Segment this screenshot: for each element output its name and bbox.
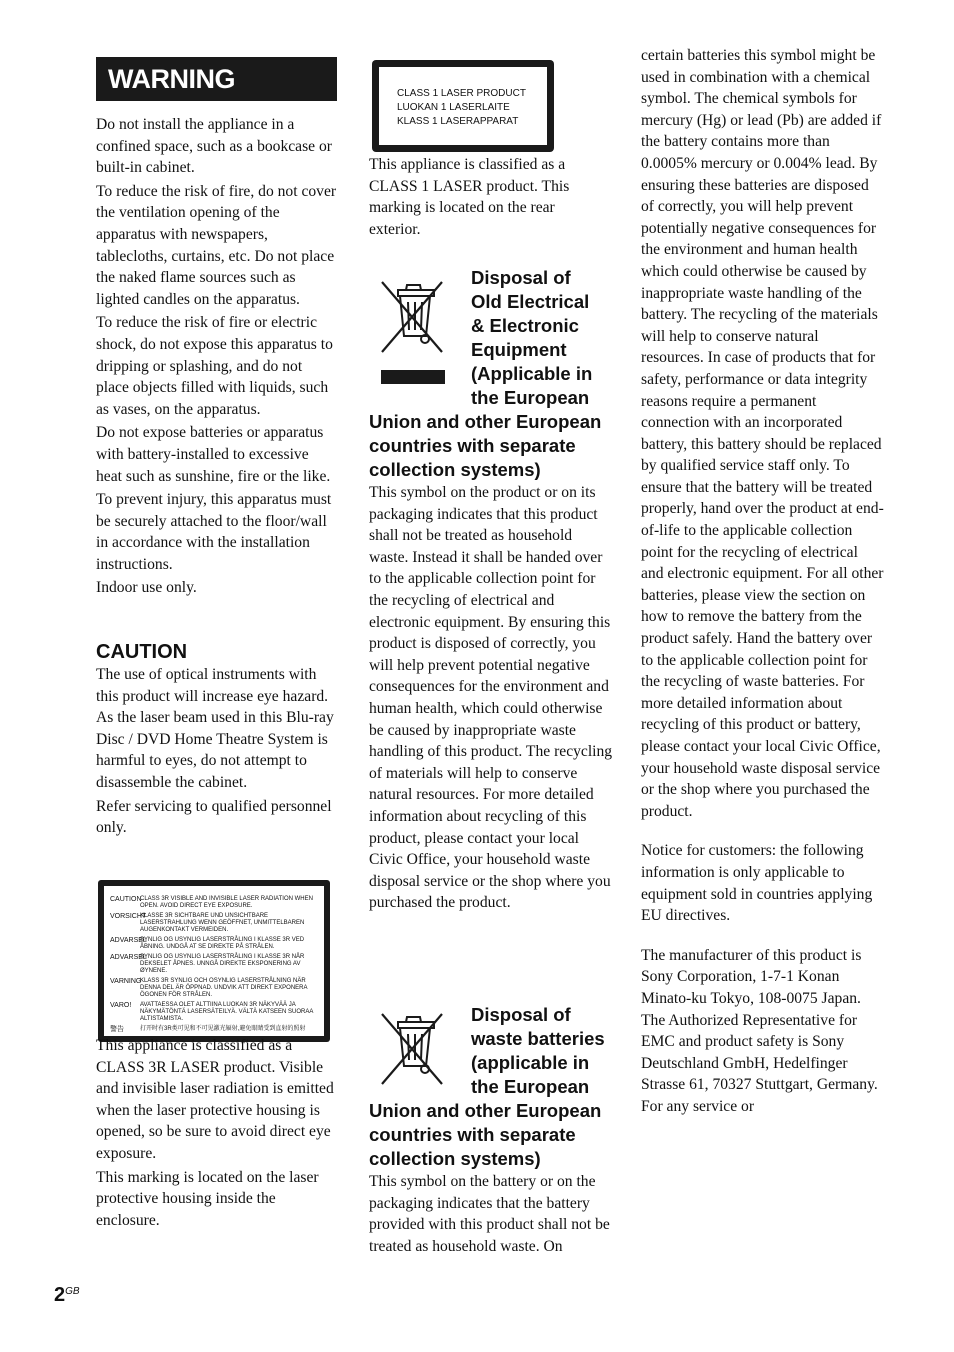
warning-text-block	[96, 114, 337, 601]
label-row: VARNING KLASS 3R SYNLIG OCH OSYNLIG LASERSTRÅLNING NÄR DENNA DEL ÄR ÖPPNAD. UNDVIK ATT DIREKT EXPONERA ÖGONEN FÖR STRÅLEN.	[110, 978, 308, 998]
disposal-1-heading-line: the European	[471, 387, 590, 408]
battery-info-paragraph: certain batteries this symbol might be used in combination with a chemical symbol. The chemical symbols for mercury (Hg) or lead (Pb) are added if the battery contains more than 0.0005% mercury or 0.004% lead. By ensuring these batteries are disposed of correctly, you will help prevent potentially negative consequences for the environment and human health which could otherwise be caused by inappropriate waste handling of the battery. The recycling of the materials will help to conserve natural resources. In case of products that for safety, performance or data integrity reasons require a permanent connection with an incorporated battery, this battery should be replaced by qualified service staff only. To ensure that the battery will be treated properly, hand over the product at end-of-life to the applicable collection point for the recycling of electrical and electronic equipment. For all other batteries, please view the section on how to remove the battery from the product safely. Hand the battery over to the applicable collection point for the recycling of waste batteries. For more detailed information about recycling of this product or battery, please contact your local Civic Office, your household waste disposal service or the shop where you purchased the product.	[641, 47, 884, 820]
disposal-2-heading-rest: Union and other European countries with separate collection systems)	[369, 1100, 602, 1169]
caution-paragraph-2: Refer servicing to qualified personnel only.	[96, 797, 332, 837]
class-3r-paragraph-1: This appliance is classified as a CLASS 3R LASER product. Visible and invisible laser radiation is emitted when the laser protective housing is opened, so be sure to avoid direct eye exposure.	[96, 1037, 334, 1162]
label-line: KLASS 1 LASERAPPARAT	[397, 116, 519, 127]
crossed-battery-bin-icon	[376, 1010, 448, 1090]
class-3r-paragraph-2: This marking is located on the laser protective housing inside the enclosure.	[96, 1168, 319, 1229]
disposal-1-heading-line: Equipment	[471, 339, 567, 360]
disposal-2-heading-line: (applicable in	[471, 1052, 590, 1073]
class-3r-laser-label	[98, 880, 330, 1042]
column-3-block	[641, 45, 884, 1120]
caution-paragraph-1: The use of optical instruments with this product will increase eye hazard. As the laser beam used in this Blu-ray Disc / DVD Home Theatre System is harmful to eyes, do not attempt to disassemble the cabinet.	[96, 666, 334, 791]
disposal-2-block	[369, 1099, 613, 1259]
disposal-1-heading-line: Disposal of	[471, 267, 571, 288]
disposal-1-block	[369, 410, 613, 916]
caution-heading: CAUTION	[96, 641, 188, 663]
warning-paragraph-3: To reduce the risk of fire or electric shock, do not expose this apparatus to dripping or splashing, and do not place objects filled with liquids, such as vases, on the apparatus.	[96, 314, 333, 418]
label-row: ADVARSEL SYNLIG OG USYNLIG LASERSTRÅLING I KLASSE 3R NÅR DEKSELET ÅPNES. UNNGÅ DIREKTE EKSPONERING AV ØYNENE.	[110, 954, 305, 974]
disposal-1-heading-rest: Union and other European countries with separate collection systems)	[369, 411, 602, 480]
class-1-text-block	[369, 154, 609, 242]
disposal-1-heading-top	[471, 266, 611, 410]
eu-notice-paragraph: Notice for customers: the following information is only applicable to equipment sold in countries applying EU directives.	[641, 842, 873, 925]
manufacturer-paragraph: The manufacturer of this product is Sony Corporation, 1-7-1 Konan Minato-ku Tokyo, 108-0075 Japan. The Authorized Representative for EMC and product safety is Sony Deutschland GmbH, Hedelfinger Strasse 61, 70327 Stuttgart, Germany. For any service or	[641, 946, 878, 1115]
label-row: VARO! AVATTAESSA OLET ALTTIINA LUOKAN 3R NÄKYVÄÄ JA NÄKYMÄTÖNTÄ LASERSÄTEILYÄ. VÄLTÄ KATSEEN SUORAA ALTISTAMISTA.	[110, 1002, 314, 1022]
label-row: ADVARSEL SYNLIG OG USYNLIG LASERSTRÅLING I KLASSE 3R VED ÅBNING. UNDGÅ AT SE DIREKTE PÅ STRÅLEN.	[110, 937, 305, 950]
disposal-2-heading-line: waste batteries	[471, 1028, 605, 1049]
class-1-laser-label	[372, 60, 554, 152]
crossed-bin-icon	[376, 276, 448, 362]
disposal-black-bar	[381, 370, 445, 384]
disposal-2-heading-line: the European	[471, 1076, 590, 1097]
label-line: CLASS 1 LASER PRODUCT	[397, 88, 526, 99]
warning-paragraph-5: To prevent injury, this apparatus must be securely attached to the floor/wall in accordance with the installation instructions.	[96, 491, 332, 573]
page-suffix: GB	[65, 1286, 80, 1297]
caution-block	[96, 640, 337, 841]
disposal-2-body: This symbol on the battery or on the packaging indicates that the battery provided with this product shall not be treated as household waste. On	[369, 1173, 610, 1255]
label-line: LUOKAN 1 LASERLAITE	[397, 102, 510, 113]
disposal-1-body: This symbol on the product or on its packaging indicates that this product shall not be treated as household waste. Instead it shall be handed over to the applicable collection point for the recycling of electrical and electronic equipment. By ensuring this product is disposed of correctly, you will help prevent potential negative consequences for the environment and human health, which could otherwise be caused by inappropriate waste handling of this product. The recycling of materials will help to conserve natural resources. For more detailed information about recycling of this product, please contact your local Civic Office, your household waste disposal service or the shop where you purchased the product.	[369, 484, 613, 912]
label-row: VORSICHT KLASSE 3R SICHTBARE UND UNSICHTBARE LASERSTRAHLUNG WENN GEÖFFNET, UNMITTELBAREN AUGENKONTAKT VERMEIDEN.	[110, 913, 305, 933]
disposal-1-heading-line: & Electronic	[471, 315, 579, 336]
label-row: 警告 打开时有3R类可见和不可见激光辐射,避免眼睛受到直射的照射	[110, 1026, 306, 1033]
warning-paragraph-2: To reduce the risk of fire, do not cover the ventilation opening of the apparatus with newspapers, tablecloths, curtains, etc. Do not place the naked flame sources such as lighted candles on the apparatus.	[96, 182, 337, 308]
disposal-1-heading-line: (Applicable in	[471, 363, 593, 384]
warning-heading: WARNING	[96, 57, 337, 101]
page-number: $2^{GB}$	[54, 1284, 80, 1306]
disposal-2-heading-top	[471, 1003, 611, 1099]
warning-paragraph-4: Do not expose batteries or apparatus with battery-installed to excessive heat such as sunshine, fire or the like.	[96, 424, 331, 485]
warning-paragraph-1: Do not install the appliance in a confined space, such as a bookcase or built-in cabinet.	[96, 116, 332, 177]
warning-paragraph-6: Indoor use only.	[96, 579, 197, 597]
class-3r-text-block	[96, 1035, 337, 1233]
disposal-2-heading-line: Disposal of	[471, 1004, 571, 1025]
disposal-1-heading-line: Old Electrical	[471, 291, 590, 312]
class-1-paragraph: This appliance is classified as a CLASS 1 LASER product. This marking is located on the rear exterior.	[369, 156, 570, 238]
label-row: CAUTION CLASS 3R VISIBLE AND INVISIBLE LASER RADIATION WHEN OPEN. AVOID DIRECT EYE EXPOSURE.	[110, 896, 313, 909]
